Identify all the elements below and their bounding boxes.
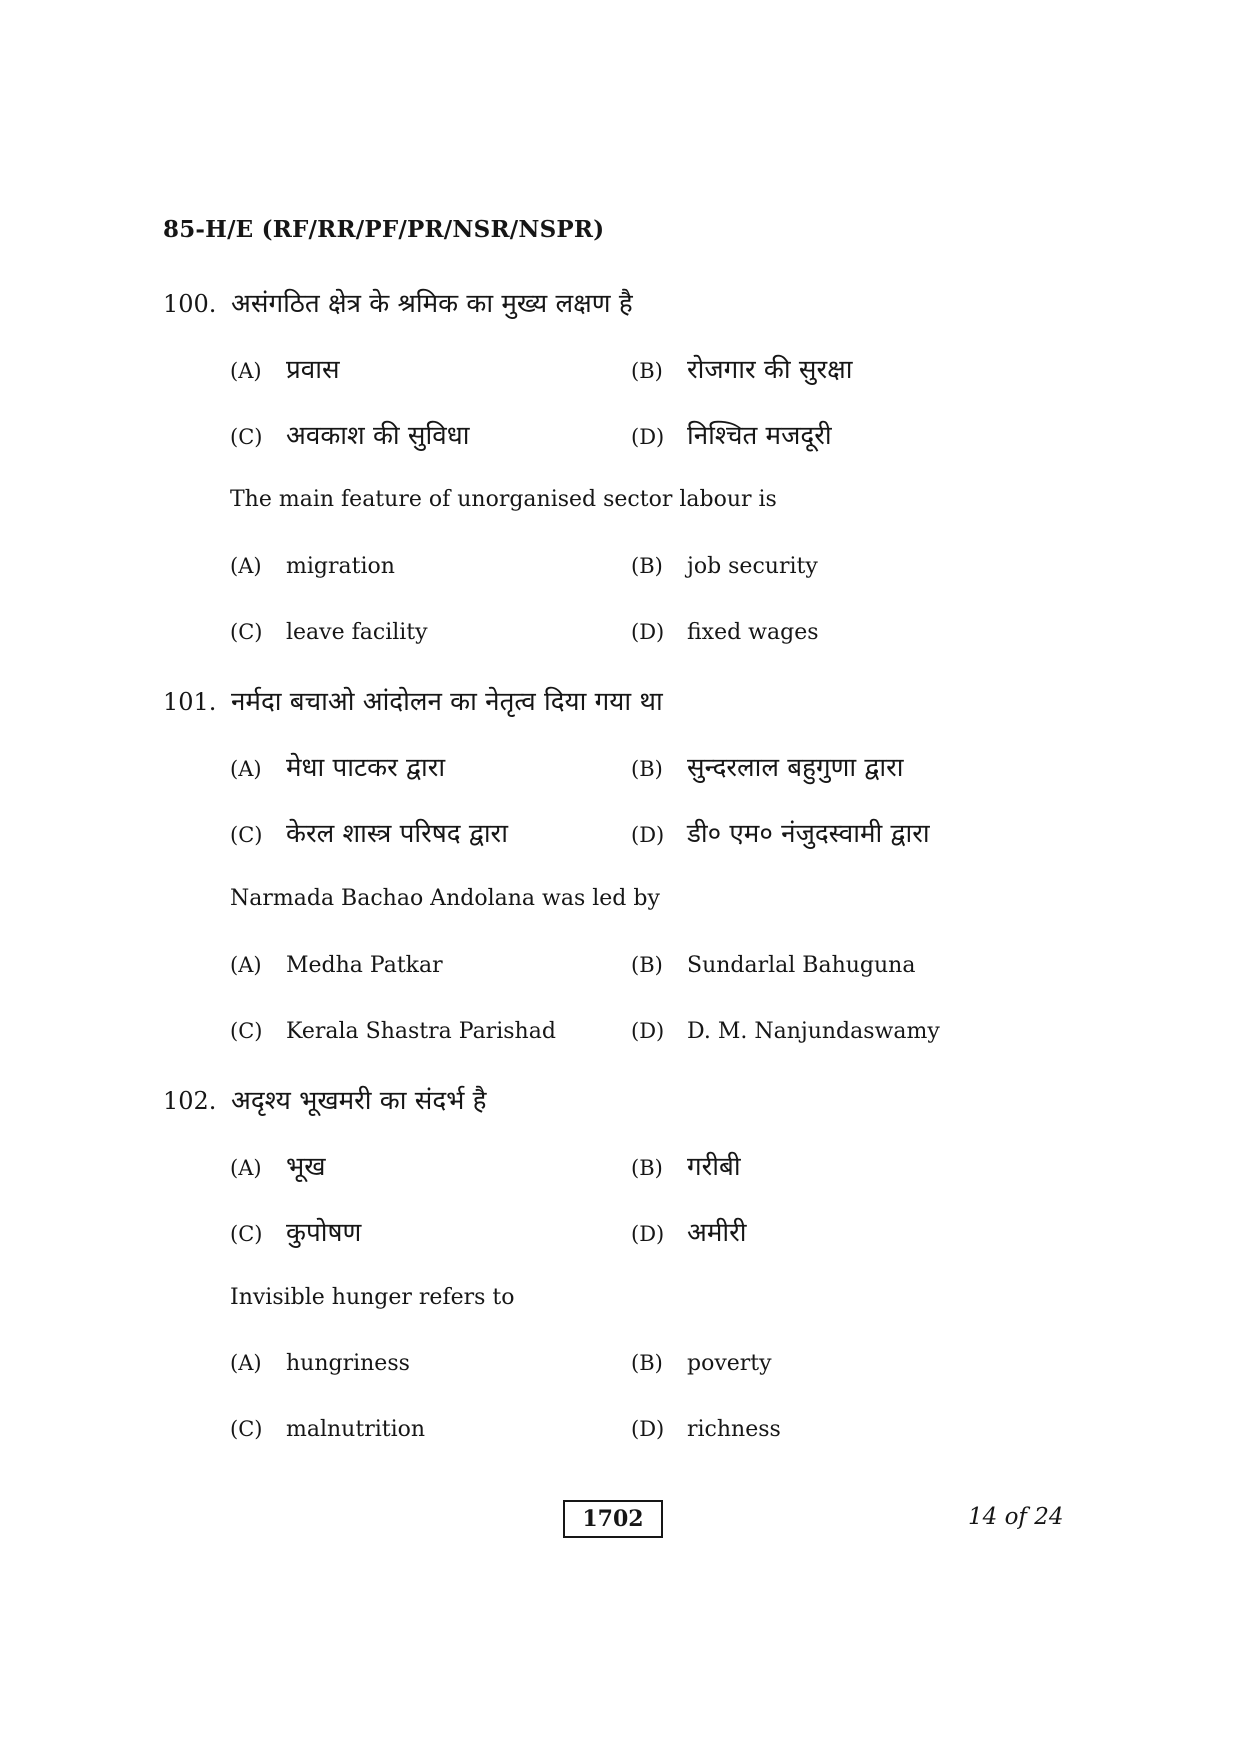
english-option-d: (D) richness <box>631 1417 781 1442</box>
english-question-stem: Invisible hunger refers to <box>230 1285 515 1310</box>
question-102 <box>163 1081 487 1117</box>
english-option-c: (C) malnutrition <box>230 1417 426 1442</box>
english-option-a: (A) hungriness <box>230 1351 410 1376</box>
hindi-option-a: (A) भूख <box>230 1152 326 1182</box>
english-option-b: (B) poverty <box>631 1351 772 1376</box>
english-question-stem: Narmada Bachao Andolana was led by <box>230 886 660 911</box>
hindi-option-b: (B) सुन्दरलाल बहुगुणा द्वारा <box>631 753 904 783</box>
page-number: 14 of 24 <box>968 1504 1064 1530</box>
hindi-option-c: (C) अवकाश की सुविधा <box>230 421 470 451</box>
english-option-a: (A) Medha Patkar <box>230 953 443 978</box>
hindi-option-a: (A) मेधा पाटकर द्वारा <box>230 753 446 783</box>
hindi-option-d: (D) डी० एम० नंजुदस्वामी द्वारा <box>631 819 930 849</box>
hindi-option-d: (D) निश्चित मजदूरी <box>631 421 832 451</box>
hindi-option-c: (C) कुपोषण <box>230 1218 362 1248</box>
question-number: 102. <box>163 1087 217 1115</box>
hindi-option-a: (A) प्रवास <box>230 355 340 385</box>
question-100 <box>163 284 633 320</box>
booklet-code-box: 1702 <box>563 1500 663 1538</box>
hindi-option-c: (C) केरल शास्त्र परिषद द्वारा <box>230 819 508 849</box>
hindi-question-stem: असंगठित क्षेत्र के श्रमिक का मुख्य लक्षण है <box>231 289 633 319</box>
english-option-d: (D) fixed wages <box>631 620 819 645</box>
english-option-b: (B) Sundarlal Bahuguna <box>631 953 916 978</box>
hindi-question-stem: अदृश्य भूखमरी का संदर्भ है <box>231 1086 487 1116</box>
hindi-option-d: (D) अमीरी <box>631 1218 747 1248</box>
question-number: 100. <box>163 290 217 318</box>
english-option-d: (D) D. M. Nanjundaswamy <box>631 1019 940 1044</box>
paper-code-header: 85-H/E (RF/RR/PF/PR/NSR/NSPR) <box>163 216 605 243</box>
english-option-c: (C) leave facility <box>230 620 428 645</box>
english-option-c: (C) Kerala Shastra Parishad <box>230 1019 556 1044</box>
hindi-option-b: (B) रोजगार की सुरक्षा <box>631 355 853 385</box>
hindi-question-stem: नर्मदा बचाओ आंदोलन का नेतृत्व दिया गया था <box>231 687 663 717</box>
english-option-b: (B) job security <box>631 554 818 579</box>
english-question-stem: The main feature of unorganised sector labour is <box>230 487 777 512</box>
english-option-a: (A) migration <box>230 554 395 579</box>
hindi-option-b: (B) गरीबी <box>631 1152 741 1182</box>
question-number: 101. <box>163 688 217 716</box>
question-101 <box>163 682 663 718</box>
